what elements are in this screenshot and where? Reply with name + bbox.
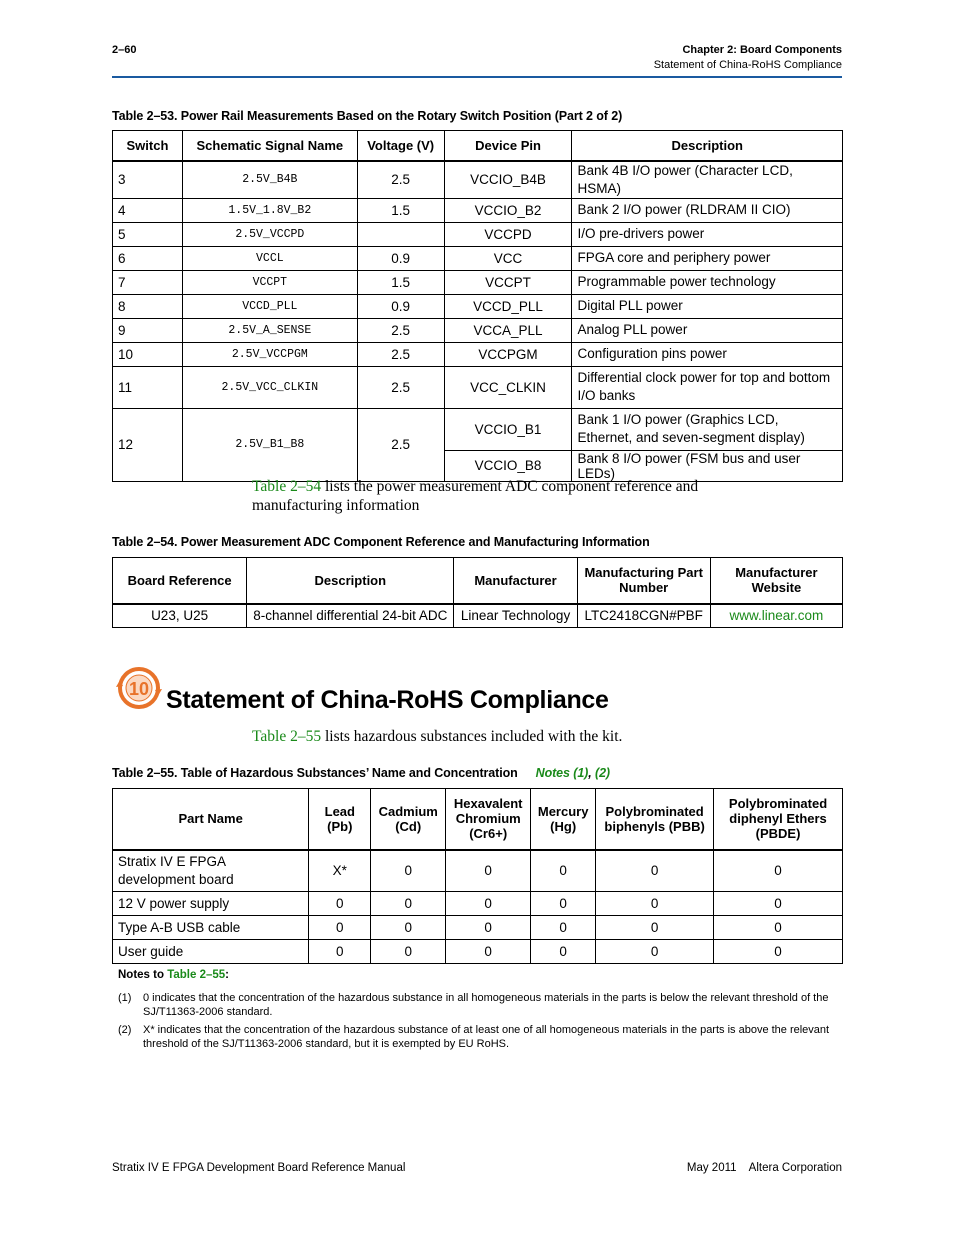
table-row [113,318,843,342]
cell-cadmium: 0 [371,850,446,892]
paragraph-text: lists hazardous substances included with the kit. [321,728,623,745]
cell-description: Digital PLL power [572,294,843,318]
cell-chromium: 0 [446,850,531,892]
footer-date-company: May 2011 Altera Corporation [686,1162,842,1174]
table-row [113,366,843,408]
col-voltage: Voltage (V) [357,131,444,161]
col-chromium: Hexavalent Chromium (Cr6+) [446,789,531,850]
cell-lead: 0 [309,916,371,940]
cell-mercury: 0 [531,916,596,940]
cell-part-name: 12 V power supply [113,892,309,916]
cell-voltage: 1.5 [357,270,444,294]
cell-pbb: 0 [596,940,714,964]
cell-cadmium: 0 [371,940,446,964]
notes-heading [118,969,229,981]
table-53-caption: Table 2–53. Power Rail Measurements Based on the Rotary Switch Position (Part 2 of 2) [112,109,623,123]
cell-switch: 6 [113,246,183,270]
page-number: 2–60 [112,44,137,56]
cell-lead: 0 [309,940,371,964]
table-row [113,342,843,366]
cell-pin: VCCD_PLL [444,294,572,318]
cell-signal: VCCL [182,246,357,270]
table-55 [112,788,843,964]
table-row [113,198,843,222]
table-row [113,850,843,892]
note-text: 0 indicates that the concentration of the hazardous substance in all homogeneous materials in the parts is below the relevant threshold of the SJ/T11363-2006 standard. [143,992,829,1018]
cell-pbb: 0 [596,892,714,916]
col-part-number: Manufacturing Part Number [577,558,710,604]
caption-text: Table 2–55. Table of Hazardous Substances’ Name and Concentration [112,766,518,780]
col-description: Description [247,558,454,604]
note-2 [118,1023,842,1051]
cell-signal: 2.5V_VCCPGM [182,342,357,366]
table-row [113,270,843,294]
website-link[interactable]: www.linear.com [710,604,842,628]
note-number: (1) [118,992,132,1004]
cell-pin: VCCIO_B8 [444,450,572,481]
table-54-link[interactable]: Table 2–54 [252,478,322,495]
cell-pin: VCCA_PLL [444,318,572,342]
caption-notes [536,766,610,780]
cell-voltage [357,222,444,246]
cell-pbde: 0 [714,940,843,964]
note-1-link[interactable]: (1) [573,766,589,780]
cell-pin: VCC [444,246,572,270]
col-mercury: Mercury (Hg) [531,789,596,850]
table-54-caption: Table 2–54. Power Measurement ADC Component Reference and Manufacturing Information [112,535,650,549]
cell-switch: 3 [113,161,183,199]
notes-heading-colon: : [225,969,230,981]
table-row [113,940,843,964]
cell-voltage: 2.5 [357,318,444,342]
cell-pbde: 0 [714,850,843,892]
cell-pbde: 0 [714,916,843,940]
cell-signal: VCCD_PLL [182,294,357,318]
table-53 [112,130,843,482]
cell-switch: 11 [113,366,183,408]
table-row [113,408,843,450]
cell-voltage: 0.9 [357,294,444,318]
cell-part-name: User guide [113,940,309,964]
notes-word: Notes [535,766,574,780]
cell-chromium: 0 [446,892,531,916]
cell-switch: 9 [113,318,183,342]
table-row [113,916,843,940]
cell-signal: VCCPT [182,270,357,294]
section-heading: Statement of China-RoHS Compliance [166,686,609,714]
cell-pin: VCCIO_B2 [444,198,572,222]
cell-signal: 2.5V_VCC_CLKIN [182,366,357,408]
table-row [113,892,843,916]
cell-mercury: 0 [531,892,596,916]
cell-manufacturer: Linear Technology [454,604,577,628]
cell-description: Bank 1 I/O power (Graphics LCD, Ethernet, and seven-segment display) [572,408,843,450]
cell-pin: VCCIO_B1 [444,408,572,450]
cell-part-number: LTC2418CGN#PBF [577,604,710,628]
notes-table-link[interactable]: Table 2–55 [167,969,226,981]
rohs-10-icon [114,665,164,711]
notes-heading-text: Notes to [118,969,168,981]
table-54 [112,557,843,628]
cell-chromium: 0 [446,940,531,964]
cell-description: Differential clock power for top and bottom I/O banks [572,366,843,408]
note-number: (2) [118,1024,132,1036]
cell-description: Analog PLL power [572,318,843,342]
table-row [113,604,843,628]
separator: , [588,766,595,780]
cell-lead: X* [309,850,371,892]
paragraph-table-55 [252,727,792,746]
cell-voltage: 1.5 [357,198,444,222]
cell-pin: VCC_CLKIN [444,366,572,408]
cell-voltage: 2.5 [357,366,444,408]
cell-pbb: 0 [596,850,714,892]
section-title-header: Statement of China-RoHS Compliance [653,59,842,71]
note-2-link[interactable]: (2) [595,766,610,780]
cell-description: 8-channel differential 24-bit ADC [247,604,454,628]
chapter-title: Chapter 2: Board Components [682,44,842,56]
col-signal: Schematic Signal Name [182,131,357,161]
cell-description: Bank 2 I/O power (RLDRAM II CIO) [572,198,843,222]
cell-signal: 2.5V_VCCPD [182,222,357,246]
cell-description: Programmable power technology [572,270,843,294]
cell-mercury: 0 [531,850,596,892]
cell-switch: 4 [113,198,183,222]
col-lead: Lead (Pb) [309,789,371,850]
col-switch: Switch [113,131,183,161]
cell-voltage: 2.5 [357,408,444,481]
paragraph-table-54 [252,477,792,515]
col-board-reference: Board Reference [113,558,247,604]
rohs-icon-label: 10 [128,679,150,699]
cell-description: FPGA core and periphery power [572,246,843,270]
note-1 [118,991,842,1019]
cell-voltage: 2.5 [357,342,444,366]
cell-lead: 0 [309,892,371,916]
cell-switch: 7 [113,270,183,294]
cell-description: Bank 8 I/O power (FSM bus and user LEDs) [572,450,843,481]
cell-description: I/O pre-drivers power [572,222,843,246]
cell-cadmium: 0 [371,892,446,916]
cell-pbde: 0 [714,892,843,916]
cell-description: Configuration pins power [572,342,843,366]
cell-signal: 2.5V_A_SENSE [182,318,357,342]
running-header [654,43,842,73]
footer-manual-title: Stratix IV E FPGA Development Board Reference Manual [112,1162,406,1174]
table-row [113,161,843,199]
table-row [113,222,843,246]
table-55-link[interactable]: Table 2–55 [252,728,322,745]
paragraph-text: lists the power measurement ADC component reference and manufacturing information [252,478,699,514]
table-row [113,294,843,318]
cell-pin: VCCIO_B4B [444,161,572,199]
cell-part-name: Stratix IV E FPGA development board [113,850,309,892]
cell-board-reference: U23, U25 [113,604,247,628]
cell-cadmium: 0 [371,916,446,940]
cell-switch: 8 [113,294,183,318]
cell-switch: 12 [113,408,183,481]
cell-switch: 10 [113,342,183,366]
cell-pin: VCCPD [444,222,572,246]
cell-signal: 1.5V_1.8V_B2 [182,198,357,222]
col-pin: Device Pin [444,131,572,161]
table-55-caption [112,766,610,780]
col-website: Manufacturer Website [710,558,842,604]
cell-part-name: Type A-B USB cable [113,916,309,940]
header-rule [112,76,842,78]
cell-signal: 2.5V_B4B [182,161,357,199]
cell-switch: 5 [113,222,183,246]
col-part-name: Part Name [113,789,309,850]
table-row [113,246,843,270]
cell-pin: VCCPT [444,270,572,294]
col-cadmium: Cadmium (Cd) [371,789,446,850]
col-manufacturer: Manufacturer [454,558,577,604]
cell-description: Bank 4B I/O power (Character LCD, HSMA) [572,161,843,199]
cell-signal: 2.5V_B1_B8 [182,408,357,481]
cell-pbb: 0 [596,916,714,940]
cell-voltage: 2.5 [357,161,444,199]
cell-pin: VCCPGM [444,342,572,366]
cell-mercury: 0 [531,940,596,964]
col-description: Description [572,131,843,161]
col-pbb: Polybrominated biphenyls (PBB) [596,789,714,850]
cell-voltage: 0.9 [357,246,444,270]
note-text: X* indicates that the concentration of the hazardous substance of at least one of all homogeneous materials in the parts is above the relevant threshold of the SJ/T11363-2006 standard, but it is exempted by EU RoHS. [143,1024,830,1050]
col-pbde: Polybrominated diphenyl Ethers (PBDE) [714,789,843,850]
cell-chromium: 0 [446,916,531,940]
